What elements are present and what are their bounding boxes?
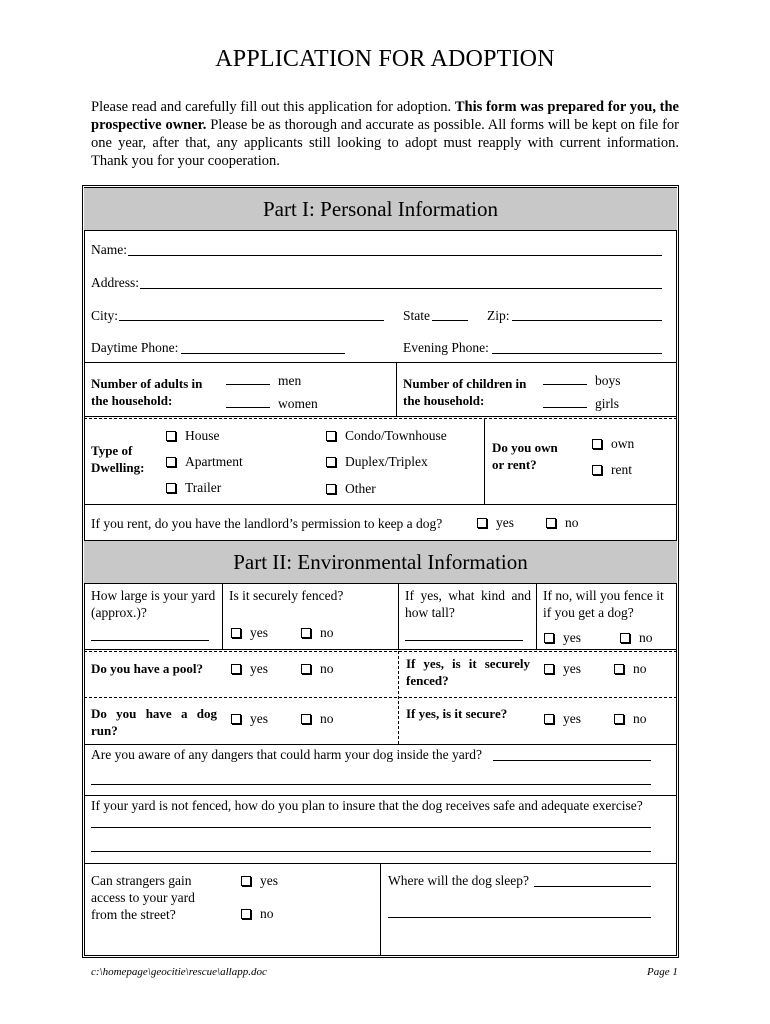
option-label: Duplex/Triplex [345, 454, 428, 469]
strangers-yes-option[interactable] [241, 873, 278, 889]
girls-label: girls [595, 396, 620, 411]
option-label: no [320, 625, 334, 640]
address-field[interactable] [140, 288, 662, 289]
checkbox[interactable] [231, 664, 241, 674]
divider [396, 362, 397, 416]
divider [84, 651, 677, 652]
fence-kind-field[interactable] [405, 640, 523, 641]
divider [536, 584, 537, 649]
fence-plan-yes-option[interactable] [544, 630, 581, 646]
checkbox[interactable] [620, 633, 630, 643]
dwelling-condo-option[interactable] [326, 428, 447, 444]
checkbox[interactable] [301, 664, 311, 674]
option-label: no [633, 661, 647, 676]
checkbox[interactable] [614, 714, 624, 724]
part1-header: Part I: Personal Information [84, 187, 677, 231]
divider [484, 418, 485, 504]
checkbox[interactable] [301, 714, 311, 724]
dangers-question: Are you aware of any dangers that could harm your dog inside the yard? [91, 747, 482, 762]
evening-phone-label: Evening Phone: [403, 340, 489, 355]
fence-plan-question: If no, will you fence it if you get a dog? [543, 588, 664, 620]
run-secure-no-option[interactable] [614, 711, 647, 727]
option-label: yes [563, 661, 581, 676]
divider [84, 697, 677, 698]
fenced-yes-option[interactable] [231, 625, 268, 641]
strangers-question: Can strangers gain access to your yard from the street? [91, 873, 195, 922]
footer-page-number: Page 1 [647, 966, 678, 978]
zip-field[interactable] [512, 320, 662, 321]
evening-phone-field[interactable] [492, 353, 662, 354]
sleep-question: Where will the dog sleep? [388, 873, 529, 888]
intro-text-2: Please be as thorough and accurate as possible. All forms will be kept on file for one year, after that, any applicants still looking to adopt must reapply with current information. Thank you for your cooperation. [91, 117, 679, 169]
dangers-field-line2[interactable] [91, 784, 651, 785]
city-label: City: [91, 308, 119, 323]
divider [84, 795, 677, 796]
option-label: yes [250, 625, 268, 640]
boys-label: boys [595, 373, 621, 388]
fenced-no-option[interactable] [301, 625, 334, 641]
exercise-field-line1[interactable] [91, 827, 651, 828]
divider [84, 744, 677, 745]
children-label: Number of children in the household: [403, 376, 527, 408]
dangers-field[interactable] [493, 760, 651, 761]
divider [84, 649, 677, 650]
fence-kind-question: If yes, what kind and how tall? [405, 588, 531, 620]
checkbox[interactable] [546, 518, 556, 528]
checkbox[interactable] [301, 628, 311, 638]
divider [380, 863, 381, 956]
option-label: yes [496, 515, 514, 530]
checkbox[interactable] [326, 484, 336, 494]
checkbox[interactable] [477, 518, 487, 528]
men-label: men [278, 373, 302, 388]
option-label: yes [563, 711, 581, 726]
option-label: no [320, 661, 334, 676]
option-label: no [320, 711, 334, 726]
checkbox[interactable] [544, 714, 554, 724]
divider [398, 584, 399, 649]
option-label: yes [260, 873, 278, 888]
yard-size-field[interactable] [91, 640, 209, 641]
daytime-phone-label: Daytime Phone: [91, 340, 179, 355]
dwelling-label: Type of Dwelling: [91, 443, 145, 475]
divider [84, 416, 677, 417]
pool-fenced-yes-option[interactable] [544, 661, 581, 677]
pool-yes-option[interactable] [231, 661, 268, 677]
intro-paragraph [91, 98, 679, 170]
own-rent-label: Do you own or rent? [492, 440, 558, 472]
boys-field[interactable] [543, 384, 587, 385]
checkbox[interactable] [544, 633, 554, 643]
checkbox[interactable] [326, 431, 336, 441]
rent-option[interactable] [592, 462, 632, 478]
option-label: rent [611, 462, 632, 477]
divider [222, 584, 223, 649]
dog-run-yes-option[interactable] [231, 711, 268, 727]
checkbox[interactable] [231, 714, 241, 724]
pool-fenced-no-option[interactable] [614, 661, 647, 677]
fenced-question: Is it securely fenced? [229, 588, 344, 603]
checkbox[interactable] [166, 457, 176, 467]
checkbox[interactable] [614, 664, 624, 674]
dwelling-trailer-option[interactable] [166, 480, 221, 496]
option-label: no [565, 515, 579, 530]
women-field[interactable] [226, 407, 270, 408]
option-label: Trailer [185, 480, 222, 495]
city-field[interactable] [119, 320, 384, 321]
option-label: yes [250, 661, 268, 676]
part2-header: Part II: Environmental Information [84, 540, 677, 584]
landlord-yes-option[interactable] [477, 515, 514, 531]
dwelling-house-option[interactable] [166, 428, 220, 444]
checkbox[interactable] [241, 909, 251, 919]
fence-plan-no-option[interactable] [620, 630, 653, 646]
divider [84, 418, 677, 419]
landlord-no-option[interactable] [546, 515, 579, 531]
footer-file-path: c:\homepage\geocitie\rescue\allapp.doc [91, 966, 267, 978]
exercise-question: If your yard is not fenced, how do you plan to insure that the dog receives safe and adequate exercise? [91, 798, 643, 813]
strangers-no-option[interactable] [241, 906, 274, 922]
dwelling-duplex-option[interactable] [326, 454, 428, 470]
zip-label: Zip: [487, 308, 510, 323]
dwelling-other-option[interactable] [326, 481, 376, 497]
option-label: yes [563, 630, 581, 645]
pool-fenced-question: If yes, is it securely fenced? [406, 656, 530, 688]
sleep-field-line2[interactable] [388, 917, 651, 918]
option-label: Other [345, 481, 376, 496]
option-label: no [639, 630, 653, 645]
daytime-phone-field[interactable] [181, 353, 345, 354]
intro-text-1: Please read and carefully fill out this application for adoption. [91, 99, 455, 115]
yard-size-question: How large is your yard (approx.)? [91, 588, 216, 620]
own-option[interactable] [592, 436, 634, 452]
checkbox[interactable] [592, 439, 602, 449]
checkbox[interactable] [326, 457, 336, 467]
address-label: Address: [91, 275, 139, 290]
adults-label: Number of adults in the household: [91, 376, 203, 408]
option-label: Condo/Townhouse [345, 428, 447, 443]
option-label: own [611, 436, 635, 451]
girls-field[interactable] [543, 407, 587, 408]
option-label: no [633, 711, 647, 726]
page-title: APPLICATION FOR ADOPTION [215, 46, 555, 72]
men-field[interactable] [226, 384, 270, 385]
checkbox[interactable] [166, 483, 176, 493]
state-label: State [403, 308, 430, 323]
name-field[interactable] [128, 255, 662, 256]
landlord-question: If you rent, do you have the landlord’s permission to keep a dog? [91, 516, 443, 531]
pool-question: Do you have a pool? [91, 661, 203, 676]
checkbox[interactable] [592, 465, 602, 475]
option-label: House [185, 428, 220, 443]
pool-no-option[interactable] [301, 661, 334, 677]
dog-run-no-option[interactable] [301, 711, 334, 727]
dwelling-apartment-option[interactable] [166, 454, 243, 470]
state-field[interactable] [432, 320, 468, 321]
intro-bold-text: This form was prepared for you, the prospective owner. [91, 99, 679, 133]
name-label: Name: [91, 242, 127, 257]
checkbox[interactable] [231, 628, 241, 638]
sleep-field[interactable] [534, 886, 651, 887]
option-label: yes [250, 711, 268, 726]
divider [84, 362, 677, 363]
run-secure-yes-option[interactable] [544, 711, 581, 727]
women-label: women [278, 396, 318, 411]
option-label: no [260, 906, 274, 921]
run-secure-question: If yes, is it secure? [406, 706, 508, 721]
option-label: Apartment [185, 454, 243, 469]
checkbox[interactable] [166, 431, 176, 441]
divider [84, 504, 677, 505]
dog-run-question: Do you have a dog run? [91, 706, 217, 738]
checkbox[interactable] [241, 876, 251, 886]
checkbox[interactable] [544, 664, 554, 674]
exercise-field-line2[interactable] [91, 851, 651, 852]
